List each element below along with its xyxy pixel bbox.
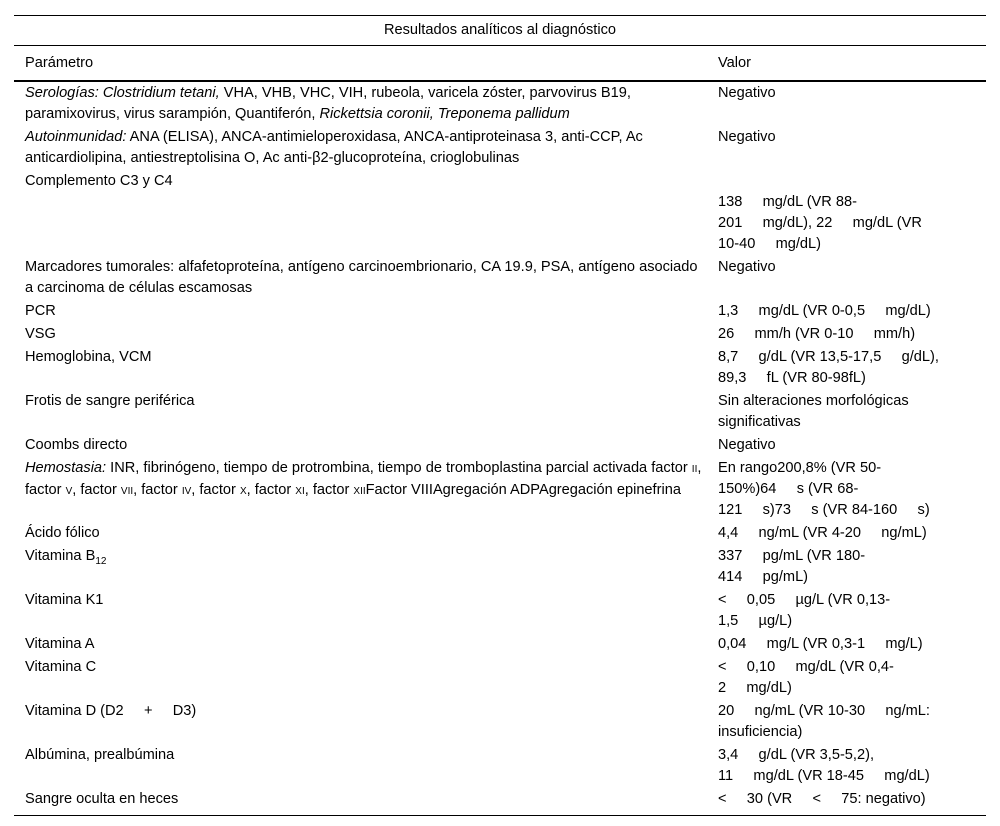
results-table (14, 15, 986, 816)
param-cell (14, 545, 707, 589)
row-text: , factor (191, 482, 240, 498)
factor-numeral: II (691, 464, 698, 475)
param-cell: Vitamina D (D2 + D3) (25, 703, 197, 719)
row-text: , factor (304, 482, 354, 498)
value-cell (707, 744, 986, 788)
table-row-hemoglobina (14, 346, 986, 390)
table-bottom-rule (14, 815, 986, 816)
table-row-vitamina-c (14, 656, 986, 700)
value-cell: Negativo (718, 437, 776, 453)
value-line: Sin alteraciones morfológicas (718, 393, 909, 409)
row-text: , factor (72, 482, 121, 498)
value-cell: Negativo (718, 259, 776, 275)
row-text: VHA, VHB, VHC, VIH, rubeola, varicela zóster, parvovirus B19, paramixovirus, virus sarampión, Quantiferón, (25, 85, 631, 122)
value-line: 138 mg/dL (VR 88- (718, 194, 857, 210)
factor-numeral: VII (120, 486, 134, 497)
value-line: 121 s)73 s (VR 84-160 s) (718, 502, 930, 518)
value-cell: 26 mm/h (VR 0-10 mm/h) (718, 326, 916, 342)
row-text: Vitamina B (25, 548, 96, 564)
row-organism: Rickettsia coronii, Treponema pallidum (319, 106, 570, 122)
table-row-serologias (14, 82, 986, 126)
row-organism: Clostridium tetani, (102, 85, 220, 101)
value-line: 150%)64 s (VR 68- (718, 481, 859, 497)
row-text: INR, fibrinógeno, tiempo de protrombina, tiempo de tromboplastina parcial activada factor (106, 460, 692, 476)
value-line: 2 mg/dL) (718, 680, 792, 696)
value-cell (707, 390, 986, 434)
param-cell (14, 457, 707, 522)
value-line: 20 ng/mL (VR 10-30 ng/mL: (718, 703, 930, 719)
value-cell: < 30 (VR < 75: negativo) (718, 791, 926, 807)
factor-numeral: XII (353, 486, 366, 497)
row-text: , factor (246, 482, 296, 498)
param-cell: PCR (25, 303, 56, 319)
param-cell: Sangre oculta en heces (25, 791, 179, 807)
param-cell (14, 126, 707, 170)
value-line: Negativo (718, 129, 776, 145)
value-line: 1,5 µg/L) (718, 613, 793, 629)
param-cell: Vitamina C (25, 659, 97, 675)
factor-numeral: XI (295, 486, 305, 497)
value-line: insuficiencia) (718, 724, 803, 740)
value-cell (707, 126, 986, 170)
value-cell: 0,04 mg/L (VR 0,3-1 mg/L) (718, 636, 923, 652)
table-row-pcr (14, 300, 986, 323)
param-cell: Ácido fólico (25, 525, 100, 541)
param-cell: Vitamina K1 (25, 592, 104, 608)
table-row-autoinmunidad (14, 126, 986, 170)
value-cell (707, 170, 986, 256)
table-row-complemento (14, 170, 986, 256)
table-row-sangre-oculta (14, 788, 986, 811)
value-line: < 0,10 mg/dL (VR 0,4- (718, 659, 894, 675)
value-cell (707, 656, 986, 700)
factor-numeral: IV (181, 486, 192, 497)
param-cell: Coombs directo (25, 437, 128, 453)
row-lead: Autoinmunidad: (25, 129, 127, 145)
row-text: , factor (25, 460, 702, 498)
value-cell (707, 346, 986, 390)
value-line: significativas (718, 414, 801, 430)
row-lead: Serologías: (25, 85, 99, 101)
value-line: 8,7 g/dL (VR 13,5-17,5 g/dL), (718, 349, 939, 365)
param-cell: VSG (25, 326, 56, 342)
table-row-hemostasia (14, 457, 986, 522)
param-cell: Albúmina, prealbúmina (25, 747, 175, 763)
header-valor: Valor (718, 55, 751, 71)
table-row-vitamina-a (14, 633, 986, 656)
value-line: En rango200,8% (VR 50- (718, 460, 882, 476)
row-text: Factor VIIIAgregación ADPAgregación epinefrina (365, 482, 681, 498)
factor-numeral: V (65, 486, 73, 497)
table-row-albumina (14, 744, 986, 788)
table-row-vitamina-k1 (14, 589, 986, 633)
factor-numeral: X (239, 486, 247, 497)
table-row-vitamina-b12 (14, 545, 986, 589)
subscript: 12 (95, 555, 107, 567)
param-cell: Vitamina A (25, 636, 95, 652)
table-row-frotis (14, 390, 986, 434)
param-cell: Hemoglobina, VCM (25, 349, 152, 365)
table-caption: Resultados analíticos al diagnóstico (383, 22, 617, 38)
value-cell (707, 457, 986, 522)
value-line: 414 pg/mL) (718, 569, 809, 585)
value-cell: Negativo (718, 85, 776, 101)
value-line: 89,3 fL (VR 80-98fL) (718, 370, 866, 386)
param-cell (14, 82, 707, 126)
value-line: < 0,05 µg/L (VR 0,13- (718, 592, 891, 608)
value-cell (707, 589, 986, 633)
row-text: ANA (ELISA), ANCA-antimieloperoxidasa, ANCA-antiproteinasa 3, anti-CCP, Ac anticardiolipina, antiestreptolisina O, Ac anti-β2-glucoproteína, crioglobulinas (25, 129, 643, 166)
header-parametro: Parámetro (25, 55, 94, 71)
table-header (14, 46, 986, 80)
value-line: 201 mg/dL), 22 mg/dL (VR (718, 215, 922, 231)
value-line: 11 mg/dL (VR 18-45 mg/dL) (718, 768, 930, 784)
value-cell (707, 700, 986, 744)
table-row-coombs (14, 434, 986, 457)
param-cell: Frotis de sangre periférica (25, 393, 195, 409)
value-cell: 4,4 ng/mL (VR 4-20 ng/mL) (718, 525, 927, 541)
row-lead: Hemostasia: (25, 460, 107, 476)
value-line: 10-40 mg/dL) (718, 236, 822, 252)
value-cell (707, 545, 986, 589)
value-line: 3,4 g/dL (VR 3,5-5,2), (718, 747, 875, 763)
value-cell: 1,3 mg/dL (VR 0-0,5 mg/dL) (718, 303, 931, 319)
table-row-marcadores (14, 256, 986, 300)
param-cell: Marcadores tumorales: alfafetoproteína, antígeno carcinoembrionario, CA 19.9, PSA, antígeno asociado a carcinoma de células escamosas (25, 259, 698, 296)
value-line: 337 pg/mL (VR 180- (718, 548, 866, 564)
param-cell: Complemento C3 y C4 (25, 173, 173, 189)
table-row-vitamina-d (14, 700, 986, 744)
table-row-vsg (14, 323, 986, 346)
table-row-acido-folico (14, 522, 986, 545)
row-text: , factor (133, 482, 182, 498)
